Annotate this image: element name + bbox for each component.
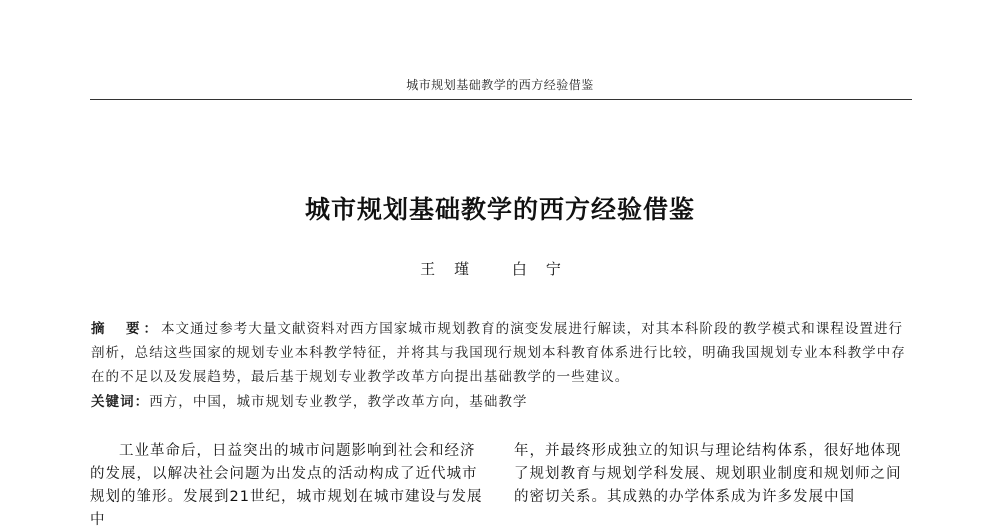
header-rule <box>90 99 912 100</box>
body-paragraph-left: 工业革命后，日益突出的城市问题影响到社会和经济的发展，以解决社会问题为出发点的活动构成了近代城市规划的雏形。发展到21世纪，城市规划在城市建设与发展中 <box>90 443 483 528</box>
keywords <box>91 390 913 414</box>
abstract <box>91 317 913 389</box>
authors: 王瑾 白宁 <box>420 260 580 278</box>
keywords-label: 关键词： <box>91 394 150 410</box>
running-header: 城市规划基础教学的西方经验借鉴 <box>406 78 594 92</box>
body-paragraph-right: 年，并最终形成独立的知识与理论结构体系，很好地体现了规划教育与规划学科发展、规划职业制度和规划师之间的密切关系。其成熟的办学体系成为许多发展中国 <box>514 443 902 505</box>
body-column-left <box>90 440 490 532</box>
abstract-text: 本文通过参考大量文献资料对西方国家城市规划教育的演变发展进行解读，对其本科阶段的教学模式和课程设置进行剖析，总结这些国家的规划专业本科教学特征，并将其与我国现行规划本科教育体系进行比较，明确我国规划专业本科教学中存在的不足以及发展趋势，最后基于规划专业教学改革方向提出基础教学的一些建议。 <box>91 321 906 385</box>
keywords-text: 西方，中国，城市规划专业教学，教学改革方向，基础教学 <box>149 394 528 410</box>
body-column-right <box>514 440 914 509</box>
paper-title: 城市规划基础教学的西方经验借鉴 <box>304 195 695 224</box>
abstract-label: 摘 要： <box>91 321 161 337</box>
